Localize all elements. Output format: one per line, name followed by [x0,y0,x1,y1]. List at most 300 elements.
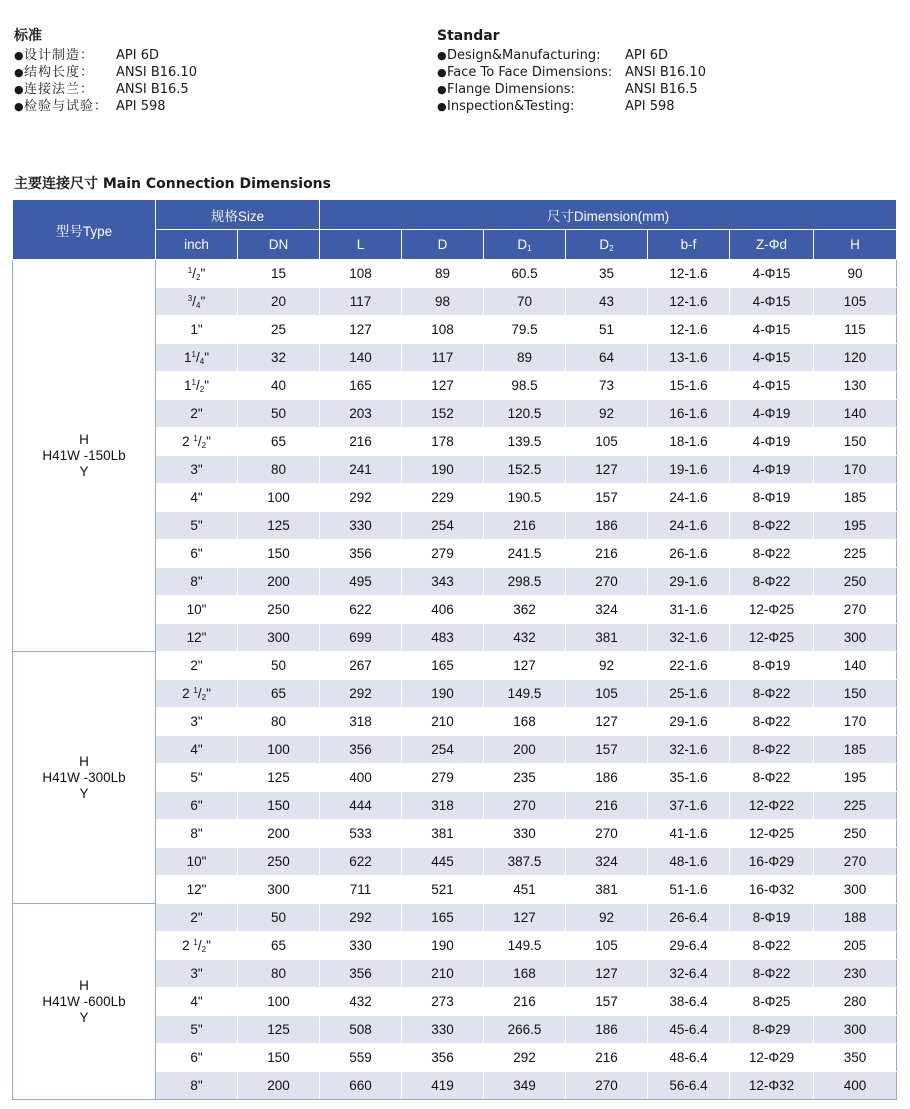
cell-bf: 24-1.6 [648,512,730,540]
cell-dn: 20 [238,288,320,316]
cell-h: 280 [814,988,897,1016]
cell-d1: 235 [484,764,566,792]
cell-bf: 41-1.6 [648,820,730,848]
cell-inch: 4" [156,988,238,1016]
cell-dn: 40 [238,372,320,400]
model-type-cell: H H41W -300Lb Y [13,652,156,904]
cell-inch: 3" [156,456,238,484]
cell-d1: 190.5 [484,484,566,512]
cell-inch: $1^1/_2$" [156,372,238,400]
cell-inch: 6" [156,540,238,568]
standards-cn-label: 检验与试验： [24,99,109,114]
cell-zd: 4-Φ15 [730,260,814,288]
cell-bf: 24-1.6 [648,484,730,512]
cell-d2: 92 [566,652,648,680]
cell-d2: 157 [566,736,648,764]
cell-inch: 5" [156,512,238,540]
cell-l: 559 [320,1044,402,1072]
cell-dn: 80 [238,960,320,988]
cell-l: 292 [320,484,402,512]
cell-zd: 8-Φ22 [730,708,814,736]
cell-zd: 12-Φ32 [730,1072,814,1100]
cell-d1: 60.5 [484,260,566,288]
header-dimension: 尺寸Dimension(mm) [320,200,897,230]
cell-h: 140 [814,652,897,680]
cell-l: 622 [320,596,402,624]
cell-dn: 200 [238,1072,320,1100]
cell-d2: 186 [566,1016,648,1044]
cell-dn: 50 [238,904,320,932]
cell-bf: 35-1.6 [648,764,730,792]
cell-d2: 35 [566,260,648,288]
cell-d: 419 [402,1072,484,1100]
cell-d: 521 [402,876,484,904]
cell-zd: 8-Φ29 [730,1016,814,1044]
cell-d: 210 [402,708,484,736]
standards-cn-value: ANSI B16.10 [116,65,197,80]
cell-zd: 4-Φ15 [730,344,814,372]
table-row [13,904,897,932]
cell-dn: 150 [238,540,320,568]
cell-d2: 92 [566,904,648,932]
cell-d2: 381 [566,876,648,904]
cell-d2: 51 [566,316,648,344]
cell-d2: 270 [566,1072,648,1100]
cell-l: 432 [320,988,402,1016]
cell-l: 292 [320,904,402,932]
cell-bf: 19-1.6 [648,456,730,484]
table-row [13,260,897,288]
cell-l: 330 [320,932,402,960]
header-d: D [402,230,484,260]
cell-bf: 15-1.6 [648,372,730,400]
cell-bf: 32-1.6 [648,736,730,764]
cell-zd: 12-Φ29 [730,1044,814,1072]
bullet-icon: ● [14,49,24,62]
standards-cn-label: 结构长度： [24,65,95,80]
cell-d1: 362 [484,596,566,624]
standards-cn-item [14,81,197,98]
cell-inch: $1^1/_4$" [156,344,238,372]
cell-bf: 51-1.6 [648,876,730,904]
cell-d: 356 [402,1044,484,1072]
cell-d: 279 [402,540,484,568]
cell-d2: 216 [566,1044,648,1072]
cell-d1: 149.5 [484,932,566,960]
cell-bf: 37-1.6 [648,792,730,820]
cell-zd: 4-Φ19 [730,400,814,428]
cell-h: 205 [814,932,897,960]
cell-bf: 26-6.4 [648,904,730,932]
cell-d: 117 [402,344,484,372]
cell-d2: 186 [566,764,648,792]
cell-d1: 168 [484,960,566,988]
cell-h: 105 [814,288,897,316]
header-inch: inch [156,230,238,260]
cell-d: 254 [402,736,484,764]
cell-zd: 12-Φ25 [730,624,814,652]
cell-h: 140 [814,400,897,428]
cell-d1: 152.5 [484,456,566,484]
cell-h: 300 [814,1016,897,1044]
standards-en [437,28,706,115]
cell-d: 190 [402,932,484,960]
cell-d1: 241.5 [484,540,566,568]
header-type: 型号Type [13,200,156,260]
cell-bf: 32-1.6 [648,624,730,652]
cell-d1: 200 [484,736,566,764]
header-bf: b-f [648,230,730,260]
cell-dn: 15 [238,260,320,288]
cell-l: 267 [320,652,402,680]
cell-h: 195 [814,512,897,540]
cell-bf: 26-1.6 [648,540,730,568]
cell-zd: 4-Φ15 [730,288,814,316]
cell-h: 130 [814,372,897,400]
cell-zd: 4-Φ15 [730,316,814,344]
cell-l: 660 [320,1072,402,1100]
cell-d1: 387.5 [484,848,566,876]
cell-h: 250 [814,820,897,848]
cell-zd: 8-Φ19 [730,652,814,680]
standards-en-item [437,64,706,81]
cell-d2: 105 [566,428,648,456]
table-body [13,260,897,1100]
cell-d1: 270 [484,792,566,820]
cell-d2: 157 [566,484,648,512]
standards-en-label: Face To Face Dimensions: [447,65,613,80]
cell-dn: 150 [238,1044,320,1072]
cell-inch: 5" [156,764,238,792]
cell-zd: 16-Φ32 [730,876,814,904]
cell-bf: 48-6.4 [648,1044,730,1072]
standards-en-value: ANSI B16.10 [625,65,706,80]
cell-dn: 125 [238,764,320,792]
cell-inch: 5" [156,1016,238,1044]
cell-d1: 292 [484,1044,566,1072]
header-l: L [320,230,402,260]
cell-bf: 29-1.6 [648,568,730,596]
cell-l: 444 [320,792,402,820]
standards-en-value: API 6D [625,48,668,63]
table-row [13,652,897,680]
cell-d2: 92 [566,400,648,428]
cell-inch: 2" [156,652,238,680]
cell-h: 225 [814,792,897,820]
cell-d2: 64 [566,344,648,372]
cell-d: 108 [402,316,484,344]
cell-inch: 2 $^1/_2$" [156,428,238,456]
cell-l: 495 [320,568,402,596]
cell-bf: 18-1.6 [648,428,730,456]
bullet-icon: ● [437,66,447,79]
cell-dn: 125 [238,1016,320,1044]
cell-inch: 4" [156,484,238,512]
cell-d: 483 [402,624,484,652]
cell-dn: 65 [238,680,320,708]
cell-bf: 12-1.6 [648,316,730,344]
cell-d1: 127 [484,652,566,680]
cell-zd: 8-Φ22 [730,568,814,596]
cell-zd: 8-Φ22 [730,960,814,988]
cell-dn: 100 [238,736,320,764]
standards-en-label: Design&Manufacturing: [447,48,601,63]
cell-d: 165 [402,652,484,680]
cell-h: 195 [814,764,897,792]
cell-d1: 216 [484,988,566,1016]
cell-d: 89 [402,260,484,288]
cell-bf: 32-6.4 [648,960,730,988]
cell-d1: 70 [484,288,566,316]
cell-h: 350 [814,1044,897,1072]
cell-inch: $^1/_2$" [156,260,238,288]
cell-zd: 8-Φ22 [730,680,814,708]
bullet-icon: ● [437,100,447,113]
cell-l: 330 [320,512,402,540]
cell-dn: 32 [238,344,320,372]
cell-bf: 56-6.4 [648,1072,730,1100]
cell-h: 120 [814,344,897,372]
standards-en-item [437,81,706,98]
cell-bf: 29-1.6 [648,708,730,736]
cell-l: 292 [320,680,402,708]
cell-bf: 48-1.6 [648,848,730,876]
cell-d: 445 [402,848,484,876]
cell-d: 165 [402,904,484,932]
cell-d: 330 [402,1016,484,1044]
cell-zd: 8-Φ22 [730,512,814,540]
cell-dn: 80 [238,708,320,736]
cell-l: 356 [320,540,402,568]
cell-d1: 79.5 [484,316,566,344]
cell-dn: 100 [238,484,320,512]
cell-l: 533 [320,820,402,848]
cell-zd: 12-Φ25 [730,820,814,848]
cell-zd: 4-Φ19 [730,428,814,456]
cell-l: 108 [320,260,402,288]
cell-d2: 324 [566,848,648,876]
cell-zd: 12-Φ22 [730,792,814,820]
standards-cn-value: API 6D [116,48,159,63]
model-type-cell: H H41W -600Lb Y [13,904,156,1100]
cell-d2: 270 [566,820,648,848]
cell-zd: 8-Φ19 [730,904,814,932]
cell-inch: 4" [156,736,238,764]
standards-cn-heading: 标准 [14,28,42,44]
cell-d2: 157 [566,988,648,1016]
cell-dn: 300 [238,624,320,652]
cell-zd: 8-Φ22 [730,764,814,792]
cell-zd: 4-Φ15 [730,372,814,400]
cell-dn: 65 [238,428,320,456]
cell-h: 270 [814,848,897,876]
dimensions-table [12,199,897,1100]
bullet-icon: ● [437,83,447,96]
cell-zd: 8-Φ25 [730,988,814,1016]
cell-d: 190 [402,456,484,484]
cell-d2: 127 [566,708,648,736]
header-d1: $D_1$ [484,230,566,260]
header-h: H [814,230,897,260]
cell-d1: 349 [484,1072,566,1100]
standards-en-label: Flange Dimensions: [447,82,575,97]
standards-cn-item [14,47,197,64]
cell-bf: 13-1.6 [648,344,730,372]
cell-dn: 25 [238,316,320,344]
cell-zd: 8-Φ22 [730,736,814,764]
cell-inch: 8" [156,568,238,596]
cell-l: 356 [320,736,402,764]
standards-en-heading: Standar [437,28,500,44]
cell-d1: 451 [484,876,566,904]
cell-d1: 120.5 [484,400,566,428]
header-zd: Z-Φd [730,230,814,260]
cell-h: 188 [814,904,897,932]
cell-d: 343 [402,568,484,596]
cell-h: 90 [814,260,897,288]
standards-cn-label: 设计制造： [24,48,95,63]
cell-d1: 139.5 [484,428,566,456]
cell-h: 300 [814,876,897,904]
cell-inch: 8" [156,820,238,848]
cell-l: 622 [320,848,402,876]
cell-inch: 2 $^1/_2$" [156,932,238,960]
bullet-icon: ● [14,83,24,96]
cell-l: 127 [320,316,402,344]
cell-d1: 98.5 [484,372,566,400]
cell-h: 300 [814,624,897,652]
cell-h: 150 [814,428,897,456]
cell-inch: 2" [156,904,238,932]
cell-inch: $^3/_4$" [156,288,238,316]
cell-d2: 73 [566,372,648,400]
cell-d1: 298.5 [484,568,566,596]
cell-dn: 150 [238,792,320,820]
cell-dn: 80 [238,456,320,484]
cell-d2: 105 [566,680,648,708]
header-d2: $D_2$ [566,230,648,260]
table-title: 主要连接尺寸 Main Connection Dimensions [14,176,331,192]
cell-l: 203 [320,400,402,428]
cell-d2: 43 [566,288,648,316]
cell-l: 356 [320,960,402,988]
cell-l: 165 [320,372,402,400]
cell-l: 241 [320,456,402,484]
cell-dn: 250 [238,596,320,624]
model-type-cell: H H41W -150Lb Y [13,260,156,652]
cell-inch: 3" [156,960,238,988]
cell-d1: 266.5 [484,1016,566,1044]
cell-d2: 127 [566,960,648,988]
cell-inch: 12" [156,624,238,652]
cell-bf: 12-1.6 [648,260,730,288]
cell-d: 127 [402,372,484,400]
header-dn: DN [238,230,320,260]
standards-cn [14,28,197,115]
cell-h: 270 [814,596,897,624]
standards-en-label: Inspection&Testing: [447,99,575,114]
cell-dn: 250 [238,848,320,876]
bullet-icon: ● [437,49,447,62]
cell-d: 254 [402,512,484,540]
cell-zd: 16-Φ29 [730,848,814,876]
standards-cn-label: 连接法兰： [24,82,95,97]
cell-inch: 2" [156,400,238,428]
standards-en-value: ANSI B16.5 [625,82,698,97]
cell-inch: 12" [156,876,238,904]
cell-bf: 12-1.6 [648,288,730,316]
cell-bf: 38-6.4 [648,988,730,1016]
standards-en-value: API 598 [625,99,675,114]
cell-d1: 168 [484,708,566,736]
cell-inch: 2 $^1/_2$" [156,680,238,708]
cell-dn: 50 [238,652,320,680]
cell-bf: 16-1.6 [648,400,730,428]
header-size: 规格Size [156,200,320,230]
cell-inch: 6" [156,792,238,820]
cell-inch: 10" [156,848,238,876]
cell-dn: 50 [238,400,320,428]
cell-h: 230 [814,960,897,988]
cell-bf: 25-1.6 [648,680,730,708]
cell-l: 699 [320,624,402,652]
cell-d2: 216 [566,540,648,568]
bullet-icon: ● [14,100,24,113]
cell-l: 117 [320,288,402,316]
cell-d: 178 [402,428,484,456]
cell-d2: 186 [566,512,648,540]
cell-zd: 8-Φ22 [730,540,814,568]
cell-bf: 45-6.4 [648,1016,730,1044]
cell-d: 210 [402,960,484,988]
cell-d1: 432 [484,624,566,652]
cell-h: 170 [814,456,897,484]
cell-d1: 216 [484,512,566,540]
cell-h: 150 [814,680,897,708]
cell-inch: 6" [156,1044,238,1072]
standards-en-item [437,98,706,115]
cell-h: 115 [814,316,897,344]
cell-d: 381 [402,820,484,848]
cell-d2: 105 [566,932,648,960]
cell-h: 400 [814,1072,897,1100]
cell-bf: 22-1.6 [648,652,730,680]
cell-dn: 300 [238,876,320,904]
cell-d2: 270 [566,568,648,596]
cell-l: 400 [320,764,402,792]
cell-d: 152 [402,400,484,428]
cell-dn: 100 [238,988,320,1016]
standards-cn-item [14,98,197,115]
cell-l: 711 [320,876,402,904]
cell-d: 318 [402,792,484,820]
cell-dn: 65 [238,932,320,960]
standards-cn-item [14,64,197,81]
standards-cn-value: ANSI B16.5 [116,82,189,97]
cell-inch: 3" [156,708,238,736]
cell-d: 98 [402,288,484,316]
cell-dn: 125 [238,512,320,540]
cell-d1: 127 [484,904,566,932]
cell-d2: 324 [566,596,648,624]
cell-dn: 200 [238,568,320,596]
cell-d1: 330 [484,820,566,848]
cell-d: 406 [402,596,484,624]
cell-d2: 216 [566,792,648,820]
cell-zd: 8-Φ22 [730,932,814,960]
cell-d: 279 [402,764,484,792]
cell-l: 216 [320,428,402,456]
